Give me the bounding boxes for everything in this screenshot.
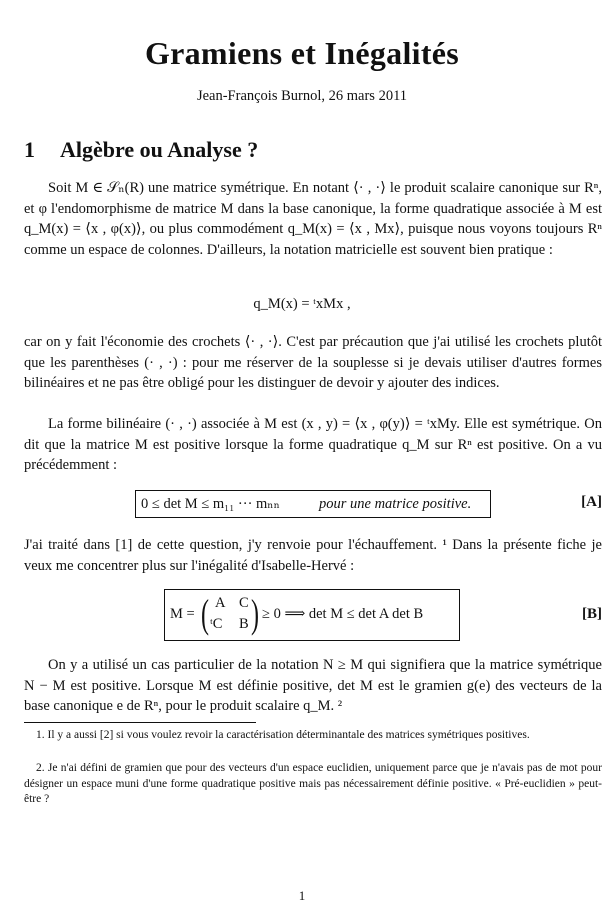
page-number: 1 bbox=[298, 888, 306, 903]
matrix-a: A bbox=[215, 595, 226, 611]
equation-b-rhs: ≥ 0 ⟹ det M ≤ det A det B bbox=[262, 606, 424, 622]
author-line: Jean-François Burnol, 26 mars 2011 bbox=[196, 88, 408, 104]
section-heading bbox=[24, 137, 258, 163]
equation-a-tag: [A] bbox=[581, 494, 602, 510]
equation-b-box bbox=[164, 589, 460, 641]
matrix-c: C bbox=[239, 595, 249, 611]
equation-a-note: pour une matrice positive. bbox=[319, 496, 472, 512]
footnote-rule bbox=[24, 722, 256, 723]
paragraph-4: J'ai traité dans [1] de cette question, j'y renvoie pour l'échauffement. ¹ Dans la présente fiche je veux me concentrer plus sur l'inégalité d'Isabelle-Hervé : bbox=[24, 537, 602, 574]
equation-a-box bbox=[135, 490, 491, 518]
page-title: Gramiens et Inégalités bbox=[144, 35, 460, 71]
equation-qm: q_M(x) = ᵗxMx , bbox=[253, 296, 351, 312]
section-title: Algèbre ou Analyse ? bbox=[60, 137, 259, 162]
left-paren: ( bbox=[201, 591, 209, 636]
footnote-1: 1. Il y a aussi [2] si vous voulez revoir la caractérisation déterminantale des matrices symétriques positives. bbox=[36, 729, 530, 741]
matrix-tc: ᵗC bbox=[210, 616, 223, 632]
paragraph-5: On y a utilisé un cas particulier de la notation N ≥ M qui signifiera que la matrice symétrique N − M est positive. Lorsque M est définie positive, det M est le gramien g(e) des vecteurs de la base canonique e de Rⁿ, pour le produit scalaire q_M. ² bbox=[24, 657, 602, 714]
paragraph-1: Soit M ∈ 𝒮ₙ(R) une matrice symétrique. En notant ⟨· , ·⟩ le produit scalaire canonique sur Rⁿ, et φ l'endomorphisme de matrice M dans la base canonique, la forme quadratique associée à M est q_M(x) = ⟨x , φ(x)⟩, ou plus commodément q_M(x) = ⟨x , Mx⟩, puisque nous voyons toujours Rⁿ comme un espace de colonnes. D'ailleurs, la notation matricielle est souvent bien pratique : bbox=[24, 180, 602, 258]
paragraph-2: car on y fait l'économie des crochets ⟨· , ·⟩. C'est par précaution que j'ai utilisé les crochets plutôt que les parenthèses (· , ·) : pour me réserver de la souplesse si je devais utiliser d'autres formes bilinéaires et ne pas être obligé pour les distinguer de devoir y ajouter des indices. bbox=[24, 334, 602, 391]
equation-b-tag: [B] bbox=[582, 606, 602, 622]
equation-b-lhs: M = bbox=[170, 606, 195, 622]
matrix-b: B bbox=[239, 616, 249, 632]
footnote-2: 2. Je n'ai défini de gramien que pour des vecteurs d'un espace euclidien, uniquement parce que je n'avais pas de mot pour désigner un espace muni d'une forme quadratique positive mais pas nécessairement définie positive. « Pré-euclidien » peut-être ? bbox=[24, 762, 602, 805]
section-number: 1 bbox=[24, 137, 35, 162]
paragraph-3: La forme bilinéaire (· , ·) associée à M est (x , y) = ⟨x , φ(y)⟩ = ᵗxMy. Elle est symétrique. On dit que la matrice M est positive lorsque la forme quadratique q_M sur Rⁿ est positive. On a vu précédemment : bbox=[24, 416, 602, 473]
equation-a-text: 0 ≤ det M ≤ m₁₁ ··· mₙₙ bbox=[141, 496, 280, 512]
right-paren: ) bbox=[251, 591, 259, 636]
